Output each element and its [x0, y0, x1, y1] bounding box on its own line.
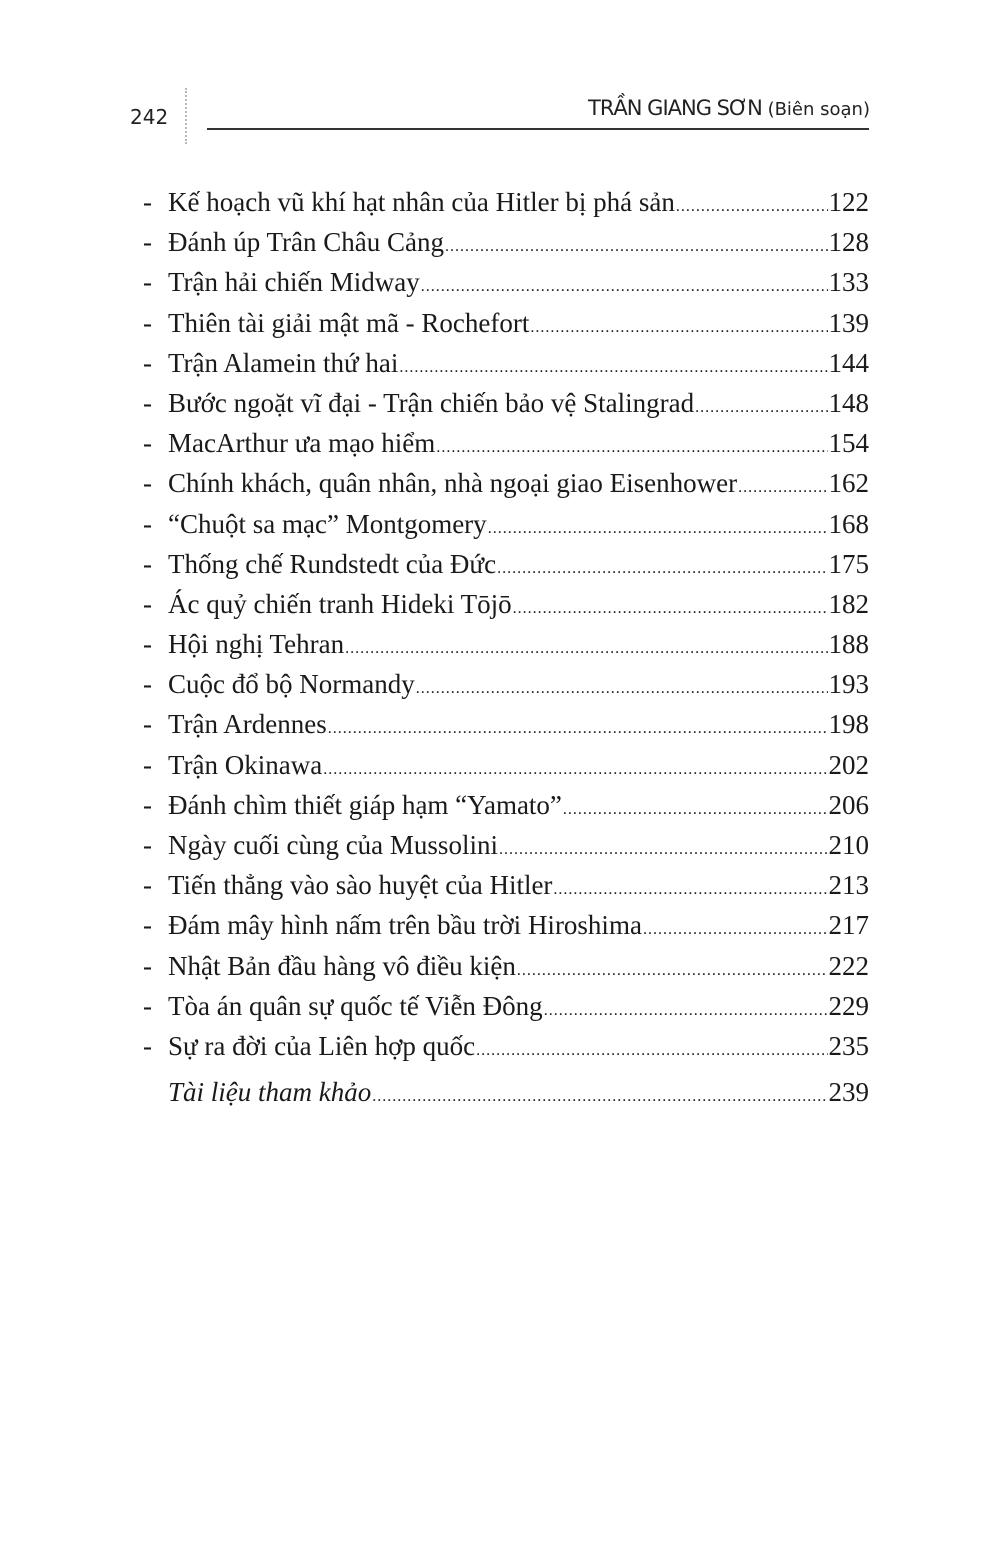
toc-entry-title: Ngày cuối cùng của Mussolini [168, 830, 498, 860]
toc-bullet: - [143, 749, 152, 780]
toc-entry-page: 168 [828, 508, 869, 539]
toc-entry-page: 128 [828, 227, 869, 258]
toc-entry-page: 210 [828, 830, 869, 860]
dot-leader [345, 629, 827, 669]
toc-entry[interactable] [143, 343, 869, 383]
toc-bullet: - [143, 669, 152, 700]
toc-entry-title: Đánh chìm thiết giáp hạm “Yamato” [168, 789, 562, 820]
toc-bullet: - [143, 548, 152, 579]
toc-entry-title: Tài liệu tham khảo [168, 1077, 372, 1108]
toc-entry[interactable] [143, 303, 869, 343]
toc-entry-title: Trận Okinawa [168, 749, 323, 780]
toc-entry-page: 144 [828, 347, 869, 378]
toc-bullet: - [143, 428, 152, 459]
toc-bullet: - [143, 307, 152, 338]
toc-entry[interactable] [143, 624, 869, 664]
toc-bullet: - [143, 629, 152, 660]
toc-entry-title: Sự ra đời của Liên hợp quốc [168, 1030, 476, 1061]
toc-entry[interactable] [143, 946, 869, 986]
dot-leader [497, 549, 827, 589]
dot-leader [399, 348, 827, 388]
toc-entry[interactable] [143, 262, 869, 302]
toc-bullet: - [143, 1030, 152, 1061]
toc-entry-title: Tiến thẳng vào sào huyệt của Hitler [168, 870, 553, 901]
dot-leader [372, 1077, 827, 1117]
toc-entry[interactable] [143, 544, 869, 584]
toc-entry-title: Chính khách, quân nhân, nhà ngoại giao Eisenhower [168, 468, 738, 499]
toc-entry-page: 217 [828, 910, 869, 941]
dot-leader [476, 1031, 827, 1071]
toc-bullet: - [143, 950, 152, 981]
running-head-author: TRẦN GIANG SƠN [588, 96, 762, 120]
toc-entry[interactable] [143, 905, 869, 945]
toc-entry-page: 162 [828, 468, 869, 499]
toc-bullet: - [143, 588, 152, 619]
toc-entry-title: Bước ngoặt vĩ đại - Trận chiến bảo vệ Stalingrad [168, 387, 695, 418]
toc-bullet: - [143, 468, 152, 499]
toc-entry-page: 213 [828, 870, 869, 901]
toc-entry[interactable] [143, 1026, 869, 1066]
dot-leader [499, 830, 828, 870]
toc-entry[interactable] [143, 986, 869, 1026]
dot-leader [445, 227, 828, 267]
dot-leader [436, 428, 827, 468]
toc-bullet: - [143, 508, 152, 539]
toc-bullet: - [143, 187, 152, 217]
dot-leader [416, 669, 828, 709]
toc-bullet: - [143, 789, 152, 820]
toc-entry-page: 154 [828, 428, 869, 459]
toc-entry[interactable] [143, 423, 869, 463]
toc-entry[interactable] [143, 825, 869, 865]
dot-leader [488, 509, 828, 549]
toc-entry-title: Ác quỷ chiến tranh Hideki Tōjō [168, 588, 512, 619]
dot-leader [513, 589, 828, 629]
toc-entry[interactable] [143, 704, 869, 744]
toc-entry-title: Trận Alamein thứ hai [168, 347, 399, 378]
dot-leader [323, 750, 827, 790]
toc-entry-page: 182 [828, 588, 869, 619]
toc-entry-page: 139 [828, 307, 869, 338]
toc-entry[interactable] [143, 463, 869, 503]
toc-references-entry[interactable] [143, 1072, 869, 1112]
page-number: 242 [130, 105, 169, 129]
toc-entry[interactable] [143, 785, 869, 825]
toc-entry-title: Trận hải chiến Midway [168, 267, 420, 298]
dot-leader [517, 951, 828, 991]
toc-entry-title: “Chuột sa mạc” Montgomery [168, 508, 487, 539]
toc-entry-page: 148 [828, 387, 869, 418]
toc-entry[interactable] [143, 584, 869, 624]
dot-leader [563, 790, 828, 830]
toc-entry-title: Thống chế Rundstedt của Đức [168, 548, 497, 579]
table-of-contents [143, 182, 869, 1112]
dot-leader [328, 709, 828, 749]
toc-bullet: - [143, 870, 152, 901]
toc-entry[interactable] [143, 664, 869, 704]
dot-leader [643, 910, 828, 950]
dot-leader [421, 267, 828, 307]
toc-bullet: - [143, 347, 152, 378]
toc-bullet: - [143, 830, 152, 860]
toc-entry-title: Đánh úp Trân Châu Cảng [168, 227, 444, 258]
toc-bullet: - [143, 227, 152, 258]
toc-bullet: - [143, 267, 152, 298]
toc-entry-page: 239 [828, 1077, 869, 1108]
toc-entry-page: 202 [828, 749, 869, 780]
toc-entry-title: Đám mây hình nấm trên bầu trời Hiroshima [168, 910, 642, 941]
running-head-note: (Biên soạn) [767, 99, 870, 120]
toc-bullet: - [143, 910, 152, 941]
toc-entry[interactable] [143, 504, 869, 544]
toc-entry-page: 188 [828, 629, 869, 660]
toc-entry[interactable] [143, 745, 869, 785]
toc-entry-title: Hội nghị Tehran [168, 629, 345, 660]
toc-entry[interactable] [143, 383, 869, 423]
dot-leader [695, 388, 827, 428]
toc-entry-page: 222 [828, 950, 869, 981]
toc-entry-page: 198 [828, 709, 869, 740]
toc-bullet: - [143, 990, 152, 1021]
toc-entry-title: Tòa án quân sự quốc tế Viễn Đông [168, 990, 543, 1021]
header-rule [207, 128, 869, 130]
running-head [588, 96, 870, 120]
toc-entry-title: MacArthur ưa mạo hiểm [168, 428, 436, 459]
toc-entry-page: 206 [828, 789, 869, 820]
toc-bullet: - [143, 387, 152, 418]
toc-entry-page: 193 [828, 669, 869, 700]
toc-entry-title: Cuộc đổ bộ Normandy [168, 669, 415, 700]
toc-bullet: - [143, 709, 152, 740]
dot-leader [553, 870, 827, 910]
toc-entry-page: 122 [828, 187, 869, 217]
dot-leader [530, 308, 827, 348]
toc-entry[interactable] [143, 865, 869, 905]
toc-entry-title: Nhật Bản đầu hàng vô điều kiện [168, 950, 516, 981]
toc-entry-page: 175 [828, 548, 869, 579]
toc-entry[interactable] [143, 182, 869, 222]
toc-entry-page: 235 [828, 1030, 869, 1061]
toc-entry-page: 133 [828, 267, 869, 298]
header-divider [185, 88, 187, 144]
dot-leader [676, 187, 828, 227]
toc-entry-title: Thiên tài giải mật mã - Rochefort [168, 307, 530, 338]
toc-entry-title: Kế hoạch vũ khí hạt nhân của Hitler bị phá sản [168, 187, 675, 217]
toc-entry-title: Trận Ardennes [168, 709, 327, 740]
toc-entry[interactable] [143, 222, 869, 262]
toc-entry-page: 229 [828, 990, 869, 1021]
dot-leader [544, 991, 828, 1031]
dot-leader [738, 468, 827, 508]
